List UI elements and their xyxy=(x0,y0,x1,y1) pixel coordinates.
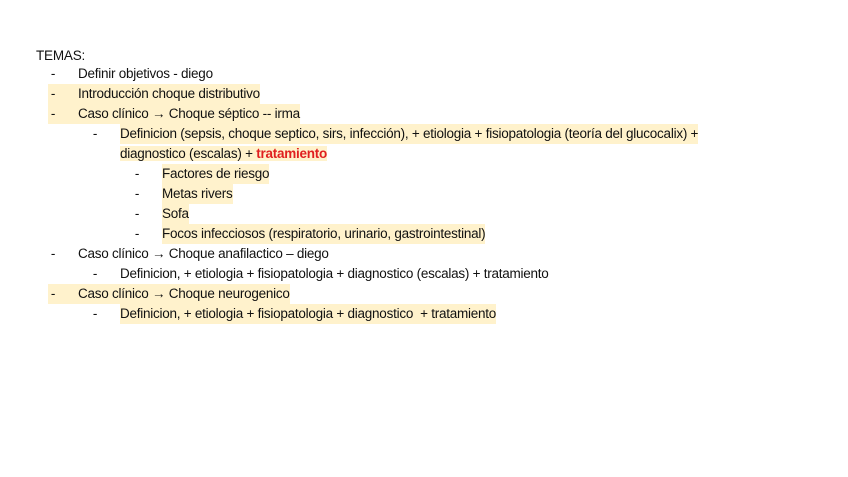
document-title: TEMAS: xyxy=(36,48,86,63)
list-item-text: Focos infecciosos (respiratorio, urinario, gastrointestinal) xyxy=(162,224,485,244)
highlight-gap xyxy=(58,84,78,104)
list-bullet: - xyxy=(48,284,58,304)
list-item-text: Caso clínico → Choque séptico -- irma xyxy=(78,104,300,124)
list-bullet: - xyxy=(92,126,98,141)
list-item-text: Caso clínico → Choque neurogenico xyxy=(78,284,290,304)
list-bullet: - xyxy=(134,186,140,201)
list-item-text: Introducción choque distributivo xyxy=(78,84,260,104)
list-item-text-continuation: diagnostico (escalas) + xyxy=(120,146,257,161)
list-bullet: - xyxy=(48,104,58,124)
list-item-text: Metas rivers xyxy=(162,184,233,204)
list-bullet: - xyxy=(134,206,140,221)
list-item-text: Caso clínico → Choque anafilactico – diego xyxy=(78,246,329,261)
list-item-text: Sofa xyxy=(162,204,189,224)
list-bullet: - xyxy=(50,66,56,81)
list-bullet: - xyxy=(92,266,98,281)
red-emphasis-text: tratamiento xyxy=(256,146,327,161)
list-bullet: - xyxy=(48,84,58,104)
list-bullet: - xyxy=(134,226,140,241)
list-bullet: - xyxy=(134,166,140,181)
highlight-gap xyxy=(58,104,78,124)
list-item-text: Definicion, + etiologia + fisiopatologia + diagnostico (escalas) + tratamiento xyxy=(120,266,549,281)
list-item-text: Definir objetivos - diego xyxy=(78,66,213,81)
list-item-text: Definicion (sepsis, choque septico, sirs, infección), + etiologia + fisiopatologia (teoría del glucocalix) + xyxy=(120,124,698,144)
list-item-text: Factores de riesgo xyxy=(162,164,269,184)
highlight-gap xyxy=(58,284,78,304)
list-item-text: Definicion, + etiologia + fisiopatologia + diagnostico + tratamiento xyxy=(120,304,496,324)
list-item-text-line2 xyxy=(120,144,327,164)
list-bullet: - xyxy=(92,306,98,321)
list-bullet: - xyxy=(50,246,56,261)
